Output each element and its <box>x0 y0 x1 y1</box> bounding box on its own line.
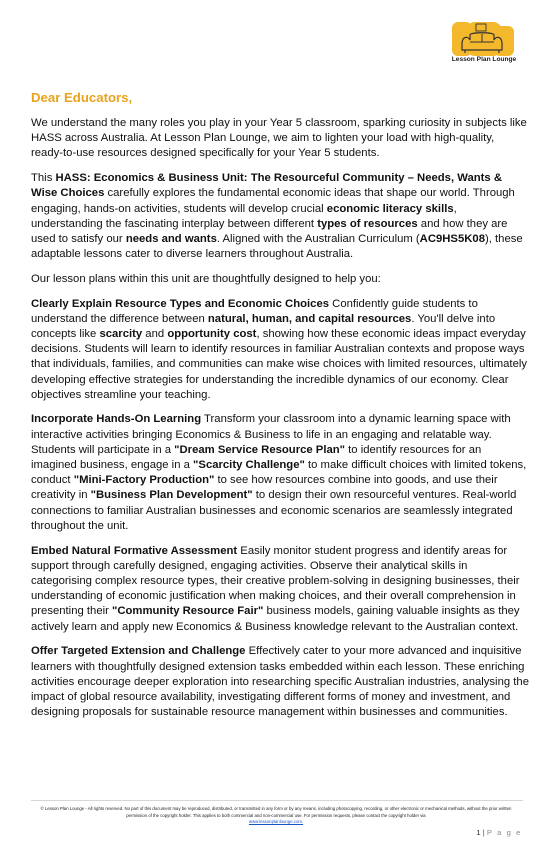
bold-text: Embed Natural Formative Assessment <box>31 544 238 557</box>
bold-text: types of resources <box>317 217 418 230</box>
text-run: Confidently guide students to understand the difference between <box>31 297 478 325</box>
text-run: to design their own resourceful ventures. Real-world connections to familiar Australian businesses and economic scenarios are seamlessly integrated throughout the unit. <box>31 489 517 532</box>
logo-caption: Lesson Plan Lounge <box>451 56 517 63</box>
greeting-heading: Dear Educators, <box>31 90 133 105</box>
bold-text: AC9HS5K08 <box>419 232 485 245</box>
bold-text: "Mini-Factory Production" <box>73 474 215 487</box>
text-run: carefully explores the fundamental economic ideas that shape our world. Through engaging, hands-on activities, students will develop crucial <box>31 187 515 215</box>
text-run: business models, gaining valuable insights as they actively learn and apply new Economics & Business knowledge relevant to the Australian context. <box>31 605 520 633</box>
bold-text: needs and wants <box>125 232 217 245</box>
page-number-value: 1 <box>476 828 481 837</box>
body-paragraph <box>31 116 529 162</box>
bold-text: "Community Resource Fair" <box>112 605 264 618</box>
text-run: to identify resources for an imagined business, engage in a <box>31 443 482 472</box>
body-paragraph <box>31 297 529 403</box>
bold-text: economic literacy skills <box>326 202 454 215</box>
text-run: This <box>31 172 56 185</box>
body-paragraph <box>31 412 529 534</box>
bold-text: scarcity <box>99 327 143 340</box>
body-paragraph <box>31 544 529 635</box>
bold-text: natural, human, and capital resources <box>207 312 412 325</box>
text-run: . You'll delve into concepts like <box>31 312 496 340</box>
letter-body <box>31 116 529 730</box>
text-run: Easily monitor student progress and identify areas for support through carefully designed, engaging activities. Observe their analytical skills in categorising complex resource types, their creative problem-solving in designing businesses, their understanding of economic justification when making choices, and their overall comprehension in presenting their <box>31 544 520 618</box>
bold-text: Offer Targeted Extension and Challenge <box>31 645 246 658</box>
text-run: ), these adaptable lessons cater to diverse learners throughout Australia. <box>31 232 523 261</box>
bold-text: opportunity cost <box>167 327 257 340</box>
page-label: P a g e <box>486 828 522 837</box>
text-run: , understanding the fascinating interplay between different <box>31 202 457 230</box>
text-run: . Aligned with the Australian Curriculum ( <box>216 232 420 245</box>
text-run: to see how resources combine into goods, and use their creativity in <box>31 474 498 502</box>
text-run: Effectively cater to your more advanced and inquisitive learners with thoughtfully designed extension tasks embedded within each lesson. These enriching activities encourage deeper exploration into researching specific Australian industries, analysing the impact of global resource availability, investigating different forms of money and investment, and designing proposals for sustainable resource management within businesses and communities. <box>31 645 529 719</box>
bold-text: HASS: Economics & Business Unit: The Resourceful Community – Needs, Wants & Wise Choices <box>31 172 502 200</box>
text-run: to make difficult choices with limited tokens, conduct <box>31 459 527 487</box>
copyright-text: © Lesson Plan Lounge - All rights reserved. No part of this document may be reproduced, distributed, or transmitted in any form or by any means, including photocopying, recording, or other electronic or mechanical methods, without the prior written permission of the copyright holder. This applies to both commercial and non-commercial use. For permission requests, please contact the copyright holder via <box>40 806 512 818</box>
page-number <box>476 828 522 837</box>
body-paragraph <box>31 272 529 287</box>
bold-text: "Dream Service Resource Plan" <box>174 443 346 456</box>
bold-text: Clearly Explain Resource Types and Economic Choices <box>31 297 330 310</box>
body-paragraph <box>31 171 529 262</box>
text-run: We understand the many roles you play in your Year 5 classroom, sparking curiosity in subjects like HASS across Australia. At Lesson Plan Lounge, we aim to lighten your load with high-quality, ready-to-use resources designed specifically for your Year 5 students. <box>31 117 527 160</box>
text-run: and <box>142 327 168 340</box>
copyright-footer <box>30 806 522 826</box>
text-run: and how they are used to satisfy our <box>31 217 508 245</box>
bold-text: "Scarcity Challenge" <box>193 459 305 472</box>
bold-text: "Business Plan Development" <box>90 489 253 502</box>
text-run: , showing how these economic ideas impact everyday decisions. Students will learn to identify resources in familiar Australian contexts and propose ways that individuals, families, and communities can make wise choices with limited resources, ultimately developing effective strategies for understanding the incredible dynamics of our economy. Clear objectives streamline your teaching. <box>31 327 528 401</box>
body-paragraph <box>31 644 529 720</box>
footer-divider <box>31 800 523 801</box>
text-run: Our lesson plans within this unit are thoughtfully designed to help you: <box>31 272 381 285</box>
page-separator: | <box>482 828 485 837</box>
text-run: Transform your classroom into a dynamic learning space with interactive activities bringing Economics & Business to life in an engaging and relatable way. Students will participate in a <box>31 413 511 456</box>
bold-text: Incorporate Hands-On Learning <box>31 413 202 426</box>
website-link[interactable]: www.lessonplanlounge.com. <box>248 819 304 824</box>
